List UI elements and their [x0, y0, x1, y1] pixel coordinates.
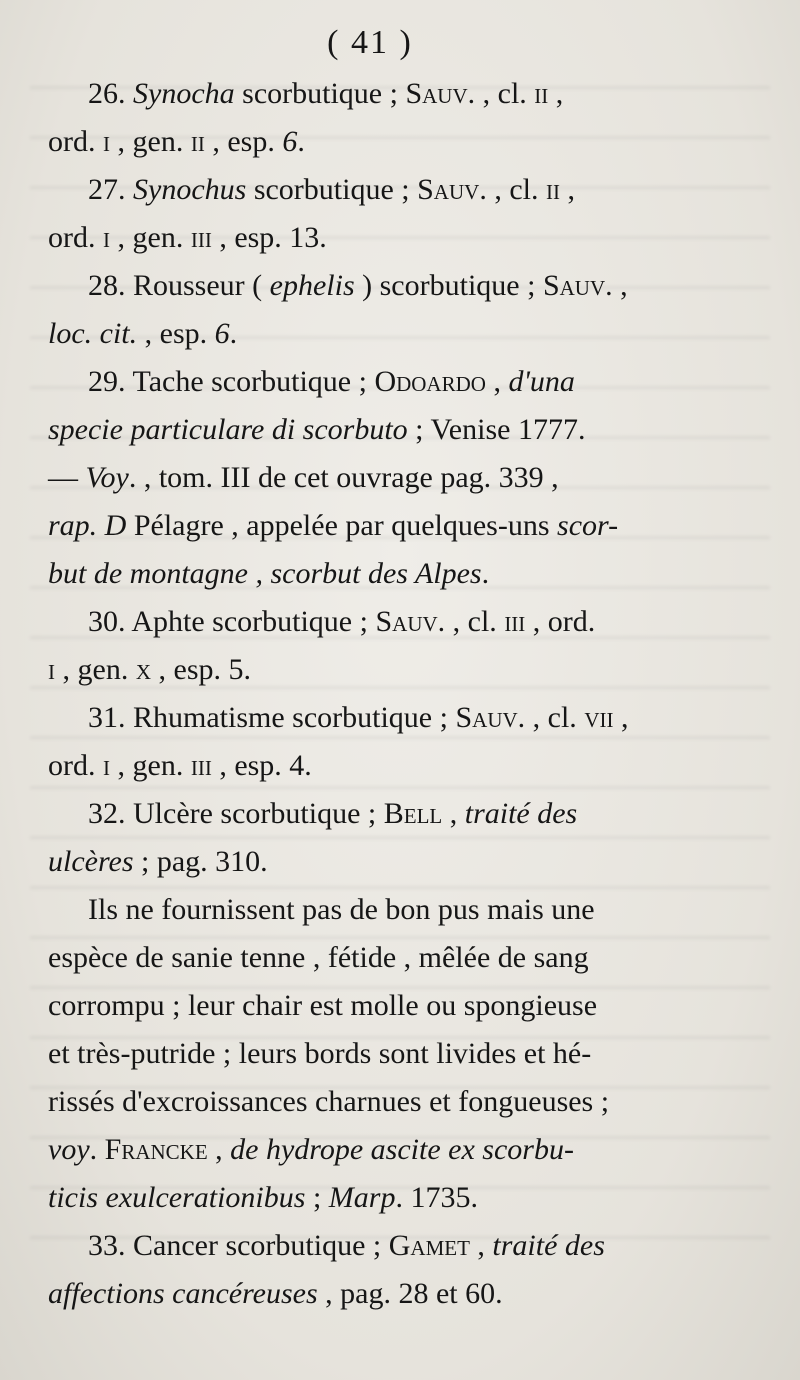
text-segment: .: [481, 557, 490, 590]
text-segment: —: [48, 461, 86, 494]
text-segment: x: [135, 653, 151, 686]
text-segment: , esp.: [137, 317, 215, 350]
line-content: [88, 1222, 605, 1270]
line-content: [48, 742, 312, 790]
text-line: [48, 358, 708, 406]
text-segment: voy: [48, 1133, 90, 1166]
text-line: [48, 982, 708, 1030]
text-segment: iii: [190, 221, 212, 254]
text-segment: ephelis: [269, 269, 355, 302]
text-line: [48, 118, 708, 166]
text-segment: espèce de sanie tenne , fétide , mêlée de sang: [48, 941, 589, 974]
text-segment: ,: [559, 173, 575, 206]
text-segment: ) scorbutique ;: [354, 269, 543, 302]
text-segment: scorbutique ;: [234, 77, 406, 110]
text-segment: Sauv: [405, 77, 468, 110]
text-segment: , gen.: [55, 653, 136, 686]
text-segment: ulcères: [48, 845, 134, 878]
text-segment: vii: [584, 701, 614, 734]
text-segment: Sauv: [455, 701, 518, 734]
line-content: [88, 598, 595, 646]
text-segment: ord.: [48, 749, 103, 782]
text-line: [48, 838, 708, 886]
text-segment: ord.: [48, 221, 103, 254]
text-segment: i: [103, 221, 110, 254]
text-line: [48, 406, 708, 454]
text-segment: ii: [545, 173, 560, 206]
text-segment: , esp. 13.: [211, 221, 327, 254]
text-line: [48, 646, 708, 694]
text-line: [48, 1222, 708, 1270]
text-segment: Bell: [383, 797, 443, 830]
text-segment: i: [103, 749, 110, 782]
line-content: [48, 118, 305, 166]
text-segment: loc. cit.: [48, 317, 138, 350]
text-segment: 27.: [88, 173, 133, 206]
text-segment: , gen.: [110, 749, 191, 782]
text-segment: . 1735.: [395, 1181, 478, 1214]
text-segment: rissés d'excroissances charnues et fongueuses ;: [48, 1085, 610, 1118]
text-segment: Francke: [104, 1133, 208, 1166]
text-line: [48, 742, 708, 790]
text-line: [48, 502, 708, 550]
text-segment: .: [229, 317, 238, 350]
text-line: [48, 70, 708, 118]
text-segment: ,: [207, 1133, 231, 1166]
text-line: [48, 262, 708, 310]
text-segment: , gen.: [110, 125, 191, 158]
text-segment: et très-putride ; leurs bords sont livides et hé-: [48, 1037, 592, 1070]
text-segment: traité des: [464, 797, 578, 830]
text-line: [48, 886, 708, 934]
text-segment: de hydrope ascite ex scorbu-: [230, 1133, 574, 1166]
line-content: [48, 214, 327, 262]
text-segment: , gen.: [110, 221, 191, 254]
text-segment: 28. Rousseur (: [88, 269, 270, 302]
text-line: [48, 694, 708, 742]
line-content: [48, 982, 597, 1030]
text-segment: iii: [504, 605, 526, 638]
text-segment: , pag. 28 et 60.: [317, 1277, 503, 1310]
text-segment: . , cl.: [467, 77, 535, 110]
line-content: [48, 1270, 503, 1318]
text-line: [48, 598, 708, 646]
line-content: [88, 70, 563, 118]
text-segment: Gamet: [388, 1229, 470, 1262]
line-content: [48, 1126, 574, 1174]
text-line: [48, 214, 708, 262]
text-line: [48, 1270, 708, 1318]
line-content: [48, 1030, 591, 1078]
line-content: [48, 646, 251, 694]
text-segment: Voy: [85, 461, 129, 494]
text-segment: ; pag. 310.: [133, 845, 268, 878]
text-segment: 26.: [88, 77, 133, 110]
text-segment: Sauv: [417, 173, 480, 206]
line-content: [88, 166, 575, 214]
text-segment: , ord.: [525, 605, 596, 638]
text-segment: traité des: [492, 1229, 605, 1262]
text-segment: 29. Tache scorbutique ;: [88, 365, 375, 398]
text-segment: ; Venise 1777.: [407, 413, 586, 446]
text-segment: 33. Cancer scorbutique ;: [88, 1229, 389, 1262]
text-line: [48, 790, 708, 838]
text-segment: .: [297, 125, 305, 158]
text-segment: 6: [282, 125, 298, 158]
text-segment: 31. Rhumatisme scorbutique ;: [88, 701, 456, 734]
text-segment: Ils ne fournissent pas de bon pus mais une: [88, 893, 595, 926]
text-segment: corrompu ; leur chair est molle ou spongieuse: [48, 989, 598, 1022]
text-segment: i: [48, 653, 55, 686]
line-content: [48, 934, 589, 982]
text-segment: ii: [534, 77, 549, 110]
text-line: [48, 550, 708, 598]
text-segment: Synochus: [133, 173, 247, 206]
text-segment: . , cl.: [479, 173, 546, 206]
text-segment: Marp: [328, 1181, 396, 1214]
line-content: [48, 550, 489, 598]
text-segment: scor-: [557, 509, 619, 542]
text-segment: scorbutique ;: [246, 173, 418, 206]
line-content: [48, 406, 585, 454]
text-segment: rap. D: [48, 509, 127, 542]
line-content: [88, 262, 628, 310]
text-segment: ,: [613, 701, 629, 734]
line-content: [48, 310, 237, 358]
text-segment: specie particulare di scorbuto: [48, 413, 408, 446]
text-segment: ticis exulcerationibus: [48, 1181, 306, 1214]
text-segment: ,: [469, 1229, 493, 1262]
line-content: [48, 838, 268, 886]
line-content: [88, 886, 595, 934]
text-segment: ord.: [48, 125, 103, 158]
text-segment: , esp.: [204, 125, 283, 158]
text-line: [48, 1174, 708, 1222]
text-segment: . , cl.: [437, 605, 505, 638]
text-segment: 30. Aphte scorbutique ;: [88, 605, 376, 638]
text-segment: Sauv: [542, 269, 606, 302]
text-segment: iii: [190, 749, 212, 782]
text-segment: ,: [442, 797, 465, 830]
line-content: [48, 454, 559, 502]
text-segment: 6: [214, 317, 230, 350]
line-content: [88, 694, 628, 742]
text-segment: ii: [190, 125, 205, 158]
text-segment: ,: [485, 365, 509, 398]
text-line: [48, 1030, 708, 1078]
text-line: [48, 310, 708, 358]
line-content: [88, 358, 575, 406]
text-segment: Pélagre , appelée par quelques-uns: [126, 509, 558, 542]
text-line: [48, 454, 708, 502]
text-segment: . , cl.: [517, 701, 585, 734]
text-segment: . ,: [605, 269, 628, 302]
page-number: ( 41 ): [327, 24, 413, 61]
line-content: [48, 1078, 609, 1126]
text-segment: , esp. 4.: [211, 749, 312, 782]
text-line: [48, 1078, 708, 1126]
text-segment: i: [103, 125, 110, 158]
text-segment: ;: [305, 1181, 329, 1214]
line-content: [88, 790, 577, 838]
text-segment: . , tom. III de cet ouvrage pag. 339 ,: [128, 461, 559, 494]
text-segment: , esp. 5.: [151, 653, 251, 686]
text-line: [48, 1126, 708, 1174]
text-segment: ,: [548, 77, 564, 110]
text-segment: Sauv: [375, 605, 438, 638]
text-block: [48, 70, 708, 1318]
text-segment: but de montagne , scorbut des Alpes: [48, 557, 482, 590]
text-segment: d'una: [508, 365, 575, 398]
text-segment: 32. Ulcère scorbutique ;: [88, 797, 384, 830]
text-line: [48, 934, 708, 982]
text-segment: .: [89, 1133, 105, 1166]
text-segment: Odoardo: [374, 365, 486, 398]
text-line: [48, 166, 708, 214]
line-content: [48, 1174, 478, 1222]
text-segment: Synocha: [133, 77, 235, 110]
line-content: [48, 502, 618, 550]
text-segment: affections cancéreuses: [48, 1277, 318, 1310]
